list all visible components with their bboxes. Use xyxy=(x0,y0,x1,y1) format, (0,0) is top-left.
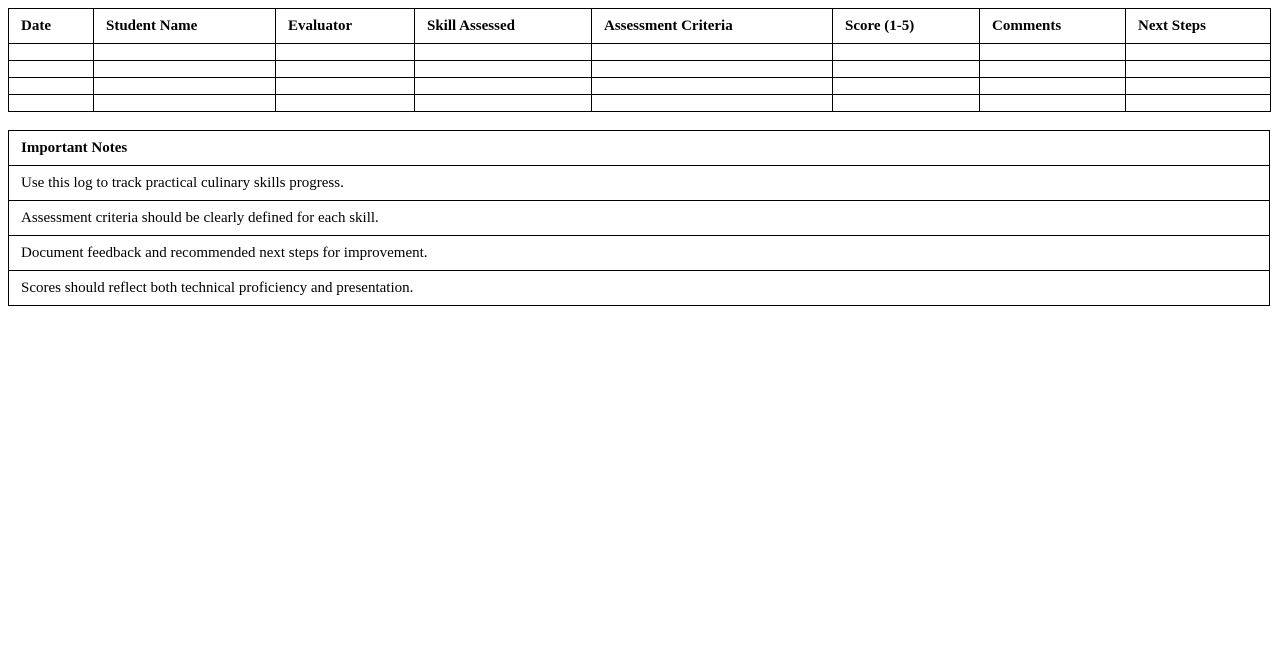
table-cell[interactable] xyxy=(1126,78,1271,95)
table-cell[interactable] xyxy=(1126,95,1271,112)
table-cell[interactable] xyxy=(592,44,833,61)
table-header-row xyxy=(9,9,1271,44)
note-text: Document feedback and recommended next steps for improvement. xyxy=(9,236,1270,271)
important-notes-table xyxy=(8,130,1270,306)
column-header-next-steps: Next Steps xyxy=(1126,9,1271,44)
table-cell[interactable] xyxy=(94,61,276,78)
skills-log-table xyxy=(8,8,1271,112)
table-cell[interactable] xyxy=(9,44,94,61)
notes-header-row xyxy=(9,131,1270,166)
note-text: Assessment criteria should be clearly defined for each skill. xyxy=(9,201,1270,236)
table-cell[interactable] xyxy=(833,95,980,112)
column-header-assessment-criteria: Assessment Criteria xyxy=(592,9,833,44)
list-item xyxy=(9,166,1270,201)
table-cell[interactable] xyxy=(980,95,1126,112)
column-header-skill-assessed: Skill Assessed xyxy=(415,9,592,44)
table-cell[interactable] xyxy=(94,95,276,112)
column-header-date: Date xyxy=(9,9,94,44)
list-item xyxy=(9,236,1270,271)
table-cell[interactable] xyxy=(276,44,415,61)
column-header-evaluator: Evaluator xyxy=(276,9,415,44)
table-cell[interactable] xyxy=(980,78,1126,95)
table-cell[interactable] xyxy=(9,61,94,78)
column-header-comments: Comments xyxy=(980,9,1126,44)
column-header-student-name: Student Name xyxy=(94,9,276,44)
table-cell[interactable] xyxy=(9,78,94,95)
table-row xyxy=(9,95,1271,112)
table-cell[interactable] xyxy=(980,61,1126,78)
table-cell[interactable] xyxy=(94,44,276,61)
table-cell[interactable] xyxy=(415,78,592,95)
table-cell[interactable] xyxy=(592,95,833,112)
table-cell[interactable] xyxy=(1126,44,1271,61)
list-item xyxy=(9,201,1270,236)
table-cell[interactable] xyxy=(276,78,415,95)
column-header-score: Score (1-5) xyxy=(833,9,980,44)
table-cell[interactable] xyxy=(276,61,415,78)
notes-heading: Important Notes xyxy=(9,131,1270,166)
table-cell[interactable] xyxy=(592,61,833,78)
table-cell[interactable] xyxy=(415,95,592,112)
table-row xyxy=(9,61,1271,78)
table-cell[interactable] xyxy=(1126,61,1271,78)
table-cell[interactable] xyxy=(9,95,94,112)
table-cell[interactable] xyxy=(833,44,980,61)
table-cell[interactable] xyxy=(833,78,980,95)
table-cell[interactable] xyxy=(980,44,1126,61)
list-item xyxy=(9,271,1270,306)
table-row xyxy=(9,78,1271,95)
table-cell[interactable] xyxy=(833,61,980,78)
note-text: Scores should reflect both technical proficiency and presentation. xyxy=(9,271,1270,306)
table-row xyxy=(9,44,1271,61)
table-cell[interactable] xyxy=(592,78,833,95)
note-text: Use this log to track practical culinary skills progress. xyxy=(9,166,1270,201)
table-cell[interactable] xyxy=(415,61,592,78)
table-cell[interactable] xyxy=(94,78,276,95)
table-cell[interactable] xyxy=(276,95,415,112)
table-cell[interactable] xyxy=(415,44,592,61)
